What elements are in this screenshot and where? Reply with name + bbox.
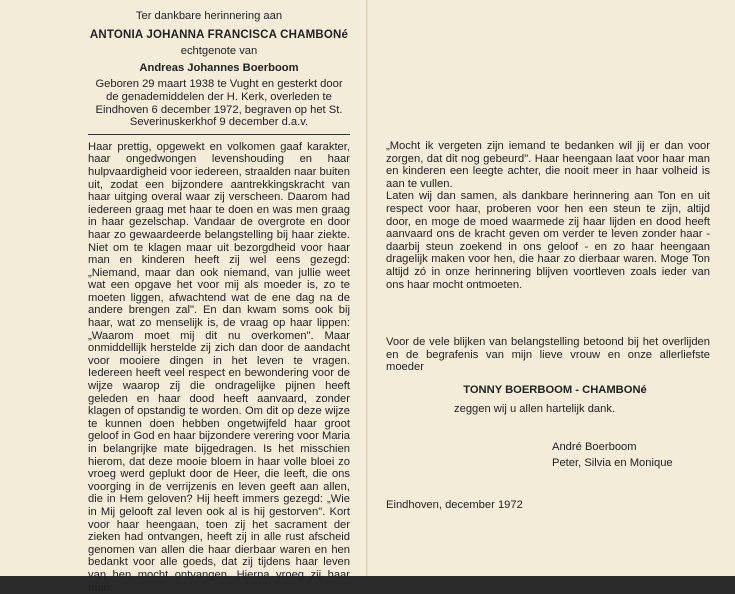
thanks-intro: Voor de vele blijken van belangstelling betoond bij het overlijden en de begrafenis van mijn lieve vrouw en onze allerliefste moeder — [386, 336, 710, 374]
widow-name: TONNY BOERBOOM - CHAMBONé — [463, 383, 647, 396]
signature-1: André Boerboom — [552, 441, 637, 454]
deceased-name: ANTONIA JOHANNA FRANCISCA CHAMBONé — [89, 28, 349, 41]
spouse-intro: echtgenote van — [180, 45, 258, 58]
intro-line: Ter dankbare herinnering aan — [135, 10, 283, 22]
left-panel — [88, 10, 350, 594]
right-panel — [386, 140, 710, 512]
divider — [88, 134, 350, 135]
quote-text: „Mocht ik vergeten zijn iemand te bedanken wil jij er dan voor zorgen, dat dit nog gebeurd". Haar heengaan laat voor haar man en kinderen een leegte achter, die nooit meer in haar volheid is aan te vullen. — [386, 140, 710, 190]
spouse-name: Andreas Johannes Boerboom — [139, 61, 299, 74]
left-body-text: Haar prettig, opgewekt en volkomen gaaf karakter, haar ongedwongen levenshouding en haar hulpvaardigheid voor iedereen, straalden naar buiten uit, zodat een bijzondere aantrekkingskracht van haar uitging overal waar zij verscheen. Daarom had iedereen graag met haar te doen en was men graag in haar gezelschap. Vandaar de overgrote en door haar zo gewaardeerde belangstelling bij haar ziekte. Niet om te klagen maar uit bezorgdheid voor haar man en kinderen heeft zij wel eens gezegd: „Niemand, maar dan ook niemand, van jullie weet wat een opgave het voor mij als moeder is, zo te moeten liggen, afwachtend wat de ene dag na de andere brengen zal". En dan kwam soms ook bij haar, wat zo menselijk is, de vraag op haar lippen: „Waarom moet mij dit nu overkomen". Maar onmiddellijk herstelde zij zich dan door de aandacht voor mooiere dingen in het leven te vragen. Iedereen heeft veel respect en bewondering voor de wijze waarop zij die ondragelijke pijnen heeft geleden en haar dood heeft aanvaard, zonder klagen of opstandig te worden. Om dit op deze wijze te kunnen doen hebben ongetwijfeld haar groot geloof in God en haar bijzondere verering voor Maria in belangrijke mate bijgedragen. Is het misschien hierom, dat deze mooie bloem in haar volle bloei zo vroeg werd geplukt door de Heer, die leeft, die ons voorging in de verrijzenis en leven geeft aan allen, die in Hem geloven? Hij heeft immers gezegd: „Wie in Mij gelooft zal leven ook al is hij gestorven". Kort voor haar heengaan, toen zij het sacrament der zieken had ontvangen, heeft zij in alle rust afscheid genomen van allen die haar dierbaar waren en hen bedankt voor alle goeds, dat zij tijdens haar leven van hen mocht ontvangen. Hierna vroeg zij haar man: — [88, 140, 350, 594]
bio-text: Geboren 29 maart 1938 te Vught en gesterkt door de genademiddelen der H. Kerk, overleden te Eindhoven 6 december 1972, begraven op het St. Severinuskerkhof 9 december d.a.v. — [95, 78, 343, 129]
place-date: Eindhoven, december 1972 — [386, 499, 523, 512]
thanks-line: zeggen wij u allen hartelijk dank. — [454, 402, 616, 415]
card-fold — [366, 0, 368, 576]
signature-2: Peter, Silvia en Monique — [552, 456, 673, 469]
right-body-text: Laten wij dan samen, als dankbare herinnering aan Ton en uit respect voor haar, proberen voor hen een steun te zijn, altijd door, en moge de moed waarmede zij haar lijden en dood heeft aanvaard ons de kracht geven om verder te leven zonder haar - daarbij steun zoekend in ons geloof - en zo haar heengaan dragelijk maken voor hen, die haar zo dierbaar waren. Moge Ton altijd zó in onze herinnering blijven voortleven zoals ieder van ons haar mocht ontmoeten. — [386, 190, 710, 291]
